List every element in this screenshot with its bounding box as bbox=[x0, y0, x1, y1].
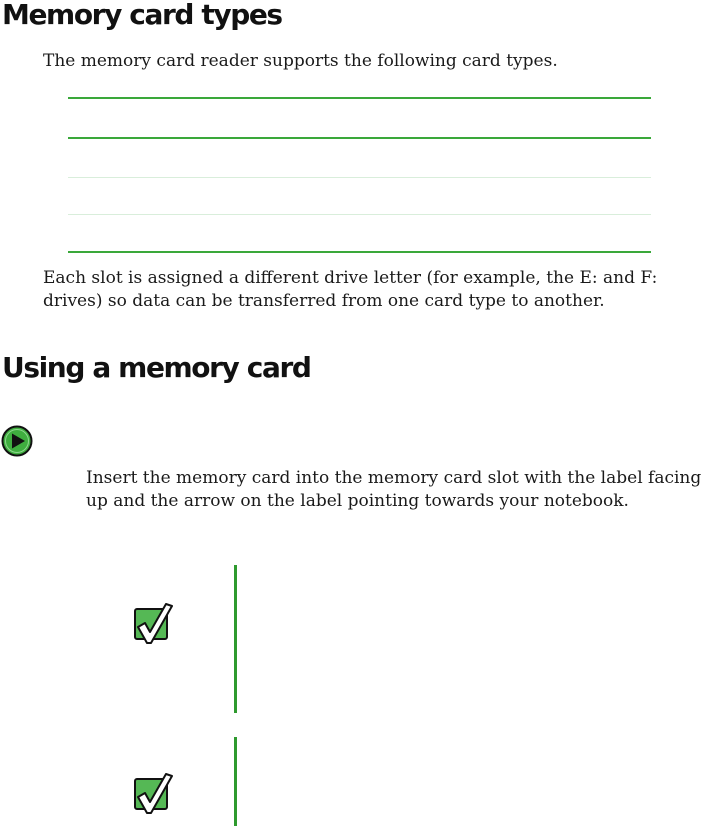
table-rule-top bbox=[68, 97, 651, 99]
card-types-intro: The memory card reader supports the following card types. bbox=[43, 51, 558, 71]
play-arrow-icon bbox=[1, 425, 33, 457]
table-rule-row bbox=[68, 214, 651, 215]
checkmark-note-icon bbox=[132, 601, 174, 645]
using-memory-card-heading: Using a memory card bbox=[2, 351, 311, 384]
note-block bbox=[0, 737, 708, 826]
memory-card-types-heading: Memory card types bbox=[2, 0, 282, 31]
insert-card-step: Insert the memory card into the memory card slot with the label facing up and the arrow on the label pointing towards your notebook. bbox=[86, 468, 702, 511]
checkmark-note-icon bbox=[132, 771, 174, 815]
drive-letter-note: Each slot is assigned a different drive letter (for example, the E: and F: drives) so data can be transferred from one card type to another. bbox=[43, 268, 658, 311]
table-rule-row bbox=[68, 177, 651, 178]
table-rule-bottom bbox=[68, 251, 651, 253]
note-divider-bar bbox=[234, 737, 237, 826]
table-rule-header bbox=[68, 137, 651, 139]
note-divider-bar bbox=[234, 565, 237, 713]
note-block bbox=[0, 565, 708, 713]
